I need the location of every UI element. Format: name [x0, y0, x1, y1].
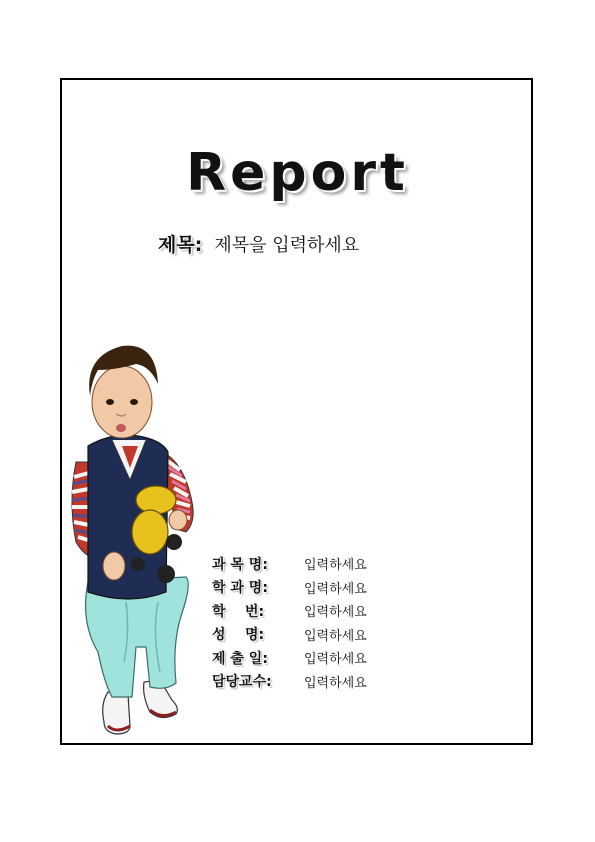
field-course — [212, 552, 367, 576]
department-value[interactable]: 입력하세요 — [304, 581, 367, 597]
submit-date-value[interactable]: 입력하세요 — [304, 652, 367, 668]
field-professor — [212, 670, 367, 694]
professor-label: 담당교수: — [212, 674, 272, 691]
student-id-label: 학 번: — [212, 603, 265, 620]
field-name — [212, 623, 367, 647]
name-label: 성 명: — [212, 627, 265, 644]
department-label: 학 과 명: — [212, 580, 268, 597]
professor-value[interactable]: 입력하세요 — [304, 675, 367, 691]
subject-row — [158, 230, 359, 257]
student-id-value[interactable]: 입력하세요 — [304, 605, 367, 621]
field-submit-date — [212, 646, 367, 670]
name-value[interactable]: 입력하세요 — [304, 628, 367, 644]
subject-label: 제목: — [158, 234, 203, 256]
child-illustration — [66, 342, 202, 744]
course-value[interactable]: 입력하세요 — [304, 558, 367, 574]
submit-date-label: 제 출 일: — [212, 650, 268, 667]
field-student-id — [212, 599, 367, 623]
head — [89, 346, 158, 438]
course-label: 과 목 명: — [212, 556, 268, 573]
report-title: Report — [186, 143, 409, 203]
field-department — [212, 576, 367, 600]
student-info — [212, 552, 367, 693]
subject-value[interactable]: 제목을 입력하세요 — [214, 235, 360, 256]
